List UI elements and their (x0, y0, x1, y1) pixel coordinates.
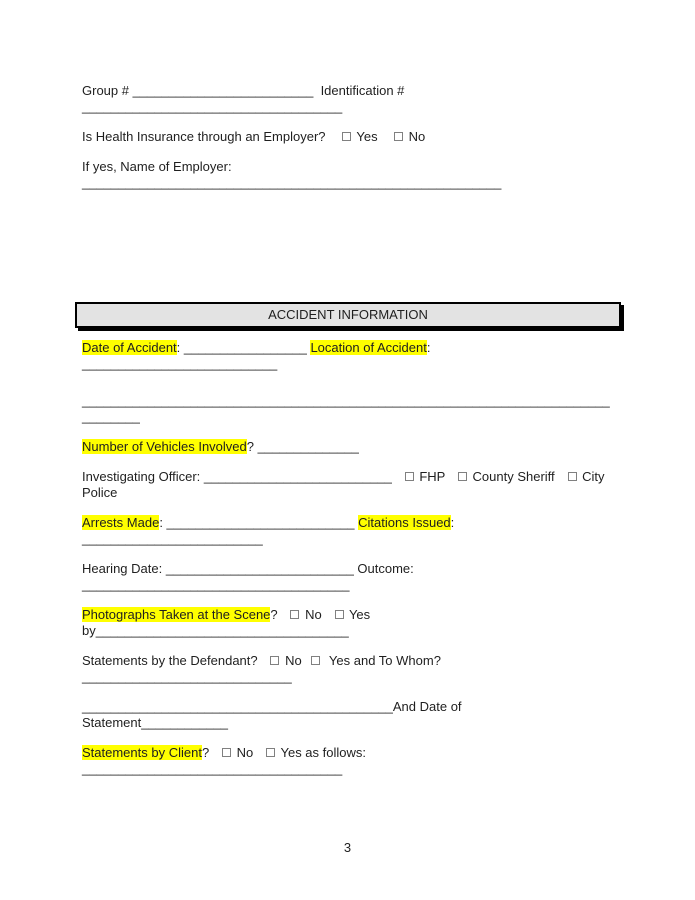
text-segment: Statements by the Defendant? (82, 653, 269, 668)
checkbox-icon[interactable] (394, 132, 403, 141)
text-segment: Yes (352, 129, 393, 144)
blank-field[interactable]: ________ (82, 409, 140, 424)
blank-field[interactable]: __________________________________________________________ (82, 175, 502, 190)
text-segment: : (450, 515, 458, 530)
insurance-section (82, 0, 623, 191)
text-segment: FHP (415, 469, 456, 484)
hearing-outcome-line (82, 561, 623, 577)
text-segment: Hearing Date: (82, 561, 166, 576)
statement-date-cont (82, 715, 623, 731)
blank-field[interactable]: _________________________ (82, 531, 263, 546)
blank-field[interactable]: ___________________________________________ (82, 699, 393, 714)
defendant-statements-field (82, 669, 623, 685)
highlighted-text: Location of Accident (310, 340, 427, 355)
identification-field (82, 99, 623, 115)
blank-field[interactable]: _________________________ (132, 83, 314, 98)
blank-field[interactable]: ___________________________ (82, 356, 278, 371)
section-header-box (75, 302, 621, 328)
text-segment: Yes (345, 607, 371, 622)
text-segment: : (426, 340, 435, 355)
highlighted-text: Statements by Client (82, 745, 202, 760)
text-segment: City (578, 469, 605, 484)
text-segment: County Sheriff (468, 469, 566, 484)
text-segment: No (233, 745, 265, 760)
blank-field[interactable]: ____________________________________ (82, 761, 343, 776)
accident-description-field (82, 393, 623, 409)
page-number: 3 (343, 840, 352, 855)
blank-field[interactable]: __________________________ (165, 561, 354, 576)
checkbox-icon[interactable] (568, 472, 577, 481)
checkbox-icon[interactable] (290, 610, 299, 619)
text-segment: ? (270, 607, 289, 622)
text-segment: No (281, 653, 309, 668)
text-segment: Identification # (313, 83, 409, 98)
blank-field[interactable]: ____________________________________ (82, 99, 343, 114)
investigating-officer-line (82, 469, 623, 485)
highlighted-text: Arrests Made (82, 515, 160, 530)
accident-description-cont (82, 409, 623, 425)
client-statements-line (82, 745, 623, 761)
text-segment (392, 469, 403, 484)
blank-field[interactable]: _________________ (183, 340, 307, 355)
photographs-line (82, 607, 623, 623)
blank-field[interactable]: ______________ (257, 439, 359, 454)
text-segment: ? (201, 745, 221, 760)
highlighted-text: Citations Issued (358, 515, 451, 530)
text-segment: ? (246, 439, 258, 454)
statement-date-line (82, 699, 623, 715)
blank-field[interactable]: _____________________________________ (82, 577, 350, 592)
text-segment: Police (82, 485, 118, 500)
blank-field[interactable]: __________________________ (166, 515, 355, 530)
blank-field[interactable]: _____________________________ (82, 669, 292, 684)
text-segment: And Date of (392, 699, 466, 714)
accident-information-section (82, 340, 623, 777)
highlighted-text: Date of Accident (82, 340, 177, 355)
text-segment: : (176, 340, 184, 355)
blank-field[interactable]: __________________________ (203, 469, 392, 484)
text-segment: No (405, 129, 426, 144)
text-segment: No (301, 607, 333, 622)
checkbox-icon[interactable] (270, 656, 279, 665)
highlighted-text: Photographs Taken at the Scene (82, 607, 271, 622)
text-segment: Statement (82, 715, 142, 730)
checkbox-icon[interactable] (405, 472, 414, 481)
client-statements-field (82, 761, 623, 777)
arrests-citations-line (82, 515, 623, 531)
highlighted-text: Number of Vehicles Involved (82, 439, 247, 454)
defendant-statements-line (82, 653, 623, 669)
investigating-officer-cont (82, 485, 623, 501)
location-field (82, 356, 623, 372)
text-segment: If yes, Name of Employer: (82, 159, 236, 174)
checkbox-icon[interactable] (342, 132, 351, 141)
group-identification-line (82, 83, 623, 99)
checkbox-icon[interactable] (266, 748, 275, 757)
text-segment: Is Health Insurance through an Employer? (82, 129, 340, 144)
text-segment: Yes and To Whom? (321, 653, 445, 668)
checkbox-icon[interactable] (311, 656, 320, 665)
checkbox-icon[interactable] (458, 472, 467, 481)
text-segment: Group # (82, 83, 133, 98)
blank-field[interactable]: ___________________________________ (95, 623, 349, 638)
section-title: ACCIDENT INFORMATION (268, 307, 428, 322)
date-location-line (82, 340, 623, 356)
health-insurance-question (82, 129, 623, 145)
text-segment: Investigating Officer: (82, 469, 204, 484)
outcome-field (82, 577, 623, 593)
employer-name-label (82, 159, 623, 175)
vehicles-involved-line (82, 439, 623, 455)
blank-field[interactable]: _________________________________________________________________________ (82, 393, 610, 408)
photographs-by-field (82, 623, 623, 639)
text-segment: by (82, 623, 96, 638)
employer-name-field (82, 175, 623, 191)
checkbox-icon[interactable] (222, 748, 231, 757)
citations-field (82, 531, 623, 547)
text-segment: : (159, 515, 167, 530)
checkbox-icon[interactable] (335, 610, 344, 619)
blank-field[interactable]: ____________ (141, 715, 229, 730)
text-segment: Yes as follows: (277, 745, 370, 760)
text-segment: Outcome: (353, 561, 418, 576)
